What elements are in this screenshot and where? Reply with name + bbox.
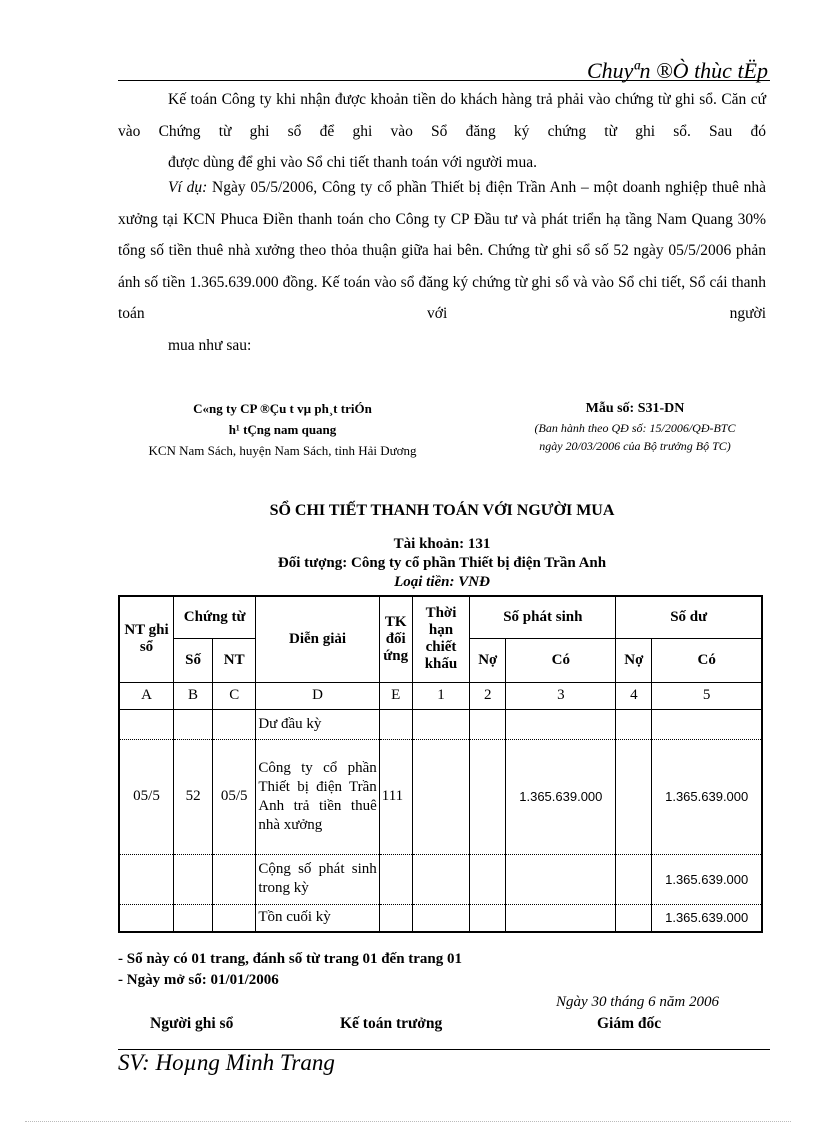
header-title: Chuyªn ®Ò thùc tËp bbox=[586, 58, 768, 83]
cell-tk: 111 bbox=[379, 739, 412, 854]
column-letter: D bbox=[256, 682, 379, 709]
cell-date bbox=[119, 854, 174, 904]
paragraph-2-line-1: Ngày 05/5/2006, Công ty cổ phần Thiết bị điện Trần Anh – một doanh bbox=[207, 179, 661, 196]
paragraph-1-line-3: được dùng để ghi vào Sổ chi tiết thanh toán với người mua. bbox=[168, 154, 537, 171]
column-letter: 2 bbox=[470, 682, 506, 709]
column-letter: C bbox=[213, 682, 256, 709]
header-no-du: Nợ bbox=[616, 638, 652, 682]
ledger-subject: Đối tượng: Công ty cổ phần Thiết bị điện Trần Anh bbox=[277, 555, 607, 571]
paragraph-2-line-5: toán vào sổ đăng ký chứng từ ghi sổ và vào Sổ chi tiết, Sổ cái thanh toán với người bbox=[118, 273, 766, 322]
note-open-date: - Ngày mở sổ: 01/01/2006 bbox=[118, 972, 279, 988]
cell-du-co: 1.365.639.000 bbox=[652, 739, 762, 854]
paragraph-2-line-2: nghiệp thuê nhà xưởng tại KCN Phuca Điền thanh toán cho Công ty CP Đầu tư và phát bbox=[118, 179, 767, 228]
cell-du-no bbox=[616, 904, 652, 932]
header-tk-doi-ung: TK đối ứng bbox=[379, 596, 412, 682]
table-row bbox=[119, 709, 762, 739]
cell-date: 05/5 bbox=[119, 739, 174, 854]
column-letter: 4 bbox=[616, 682, 652, 709]
cell-date bbox=[119, 709, 174, 739]
table-row bbox=[119, 904, 762, 932]
cell-term bbox=[412, 739, 470, 854]
column-letter: 1 bbox=[412, 682, 470, 709]
cell-du-no bbox=[616, 709, 652, 739]
company-address: KCN Nam Sách, huyện Nam Sách, tỉnh Hải Dương bbox=[148, 443, 417, 458]
cell-so bbox=[174, 709, 213, 739]
cell-description: Cộng số phát sinh trong kỳ bbox=[256, 854, 379, 904]
cell-description: Công ty cổ phần Thiết bị điện Trần Anh trả tiền thuê nhà xưởng bbox=[256, 739, 379, 854]
cell-term bbox=[412, 709, 470, 739]
header-chung-tu: Chứng từ bbox=[174, 596, 256, 638]
cell-nt: 05/5 bbox=[213, 739, 256, 854]
cell-date bbox=[119, 904, 174, 932]
header-co-du: Có bbox=[652, 638, 762, 682]
cell-ps-co bbox=[506, 904, 616, 932]
ledger-table bbox=[118, 595, 763, 933]
page-bottom-edge bbox=[25, 1121, 791, 1122]
note-pages: - Sổ này có 01 trang, đánh số từ trang 01 đến trang 01 bbox=[118, 951, 463, 967]
header-so-du: Số dư bbox=[616, 596, 762, 638]
signature-date: Ngày 30 tháng 6 năm 2006 bbox=[556, 994, 719, 1010]
cell-du-co: 1.365.639.000 bbox=[652, 854, 762, 904]
footer-author: SV: Hoµng Minh Trang bbox=[118, 1050, 335, 1075]
cell-so bbox=[174, 854, 213, 904]
cell-nt bbox=[213, 904, 256, 932]
cell-ps-co bbox=[506, 854, 616, 904]
company-name-line-2: h¹ tÇng nam quang bbox=[228, 422, 337, 437]
form-note-2: ngày 20/03/2006 của Bộ trưởng Bộ TC) bbox=[539, 439, 731, 453]
column-letter: 3 bbox=[506, 682, 616, 709]
ledger-account: Tài khoản: 131 bbox=[393, 536, 491, 552]
column-letter: E bbox=[379, 682, 412, 709]
form-code: Mẫu số: S31-DN bbox=[585, 401, 685, 416]
form-info-block bbox=[495, 398, 775, 455]
header-rule bbox=[118, 80, 770, 81]
header-no-phat-sinh: Nợ bbox=[470, 638, 506, 682]
paragraph-1-line-1: Kế toán Công ty khi nhận được khoản tiền do khách hàng trả phải vào chứng từ bbox=[168, 91, 671, 108]
signer-preparer: Người ghi sổ bbox=[150, 1015, 234, 1032]
cell-ps-no bbox=[470, 709, 506, 739]
cell-ps-no bbox=[470, 739, 506, 854]
cell-term bbox=[412, 904, 470, 932]
table-row bbox=[119, 854, 762, 904]
cell-ps-no bbox=[470, 854, 506, 904]
header-dien-giai: Diễn giải bbox=[256, 596, 379, 682]
paragraph-2-line-4: bên. Chứng từ ghi sổ số 52 ngày 05/5/2006 phản ánh số tiền 1.365.639.000 đồng. Kế bbox=[118, 242, 767, 291]
cell-tk bbox=[379, 854, 412, 904]
table-row bbox=[119, 739, 762, 854]
paragraph-2 bbox=[118, 172, 766, 361]
cell-du-co: 1.365.639.000 bbox=[652, 904, 762, 932]
cell-nt bbox=[213, 709, 256, 739]
cell-ps-co: 1.365.639.000 bbox=[506, 739, 616, 854]
cell-so: 52 bbox=[174, 739, 213, 854]
cell-ps-no bbox=[470, 904, 506, 932]
column-letter: A bbox=[119, 682, 174, 709]
paragraph-2-line-3: triển hạ tầng Nam Quang 30% tổng số tiền thuê nhà xưởng theo thỏa thuận giữa hai bbox=[118, 210, 766, 259]
ledger-currency: Loại tiền: VNĐ bbox=[394, 574, 490, 590]
cell-description: Dư đầu kỳ bbox=[256, 709, 379, 739]
header-so: Số bbox=[174, 638, 213, 682]
header-so-phat-sinh: Số phát sinh bbox=[470, 596, 616, 638]
header-thoi-han: Thời hạn chiết khấu bbox=[412, 596, 470, 682]
cell-du-co bbox=[652, 709, 762, 739]
header-nt: NT bbox=[213, 638, 256, 682]
column-letter-row bbox=[119, 682, 762, 709]
cell-ps-co bbox=[506, 709, 616, 739]
signer-chief-accountant: Kế toán trưởng bbox=[340, 1015, 443, 1032]
cell-du-no bbox=[616, 854, 652, 904]
example-label: Ví dụ: bbox=[168, 179, 208, 196]
company-name-line-1: C«ng ty CP ®Çu t vµ ph¸t triÓn bbox=[193, 401, 372, 416]
paragraph-1 bbox=[118, 84, 766, 179]
column-letter: B bbox=[174, 682, 213, 709]
header-co-phat-sinh: Có bbox=[506, 638, 616, 682]
cell-tk bbox=[379, 709, 412, 739]
signer-director: Giám đốc bbox=[597, 1015, 662, 1032]
company-block bbox=[100, 398, 465, 461]
header-nt-ghi-so: NT ghi sổ bbox=[119, 596, 174, 682]
paragraph-1-line-2: ghi sổ. Căn cứ vào Chứng từ ghi sổ để ghi vào Sổ đăng ký chứng từ ghi sổ. Sau đó bbox=[118, 91, 767, 140]
cell-du-no bbox=[616, 739, 652, 854]
form-note-1: (Ban hành theo QĐ số: 15/2006/QĐ-BTC bbox=[534, 421, 736, 435]
paragraph-2-line-6: mua như sau: bbox=[168, 336, 252, 354]
cell-so bbox=[174, 904, 213, 932]
cell-term bbox=[412, 854, 470, 904]
ledger-title: SỔ CHI TIẾT THANH TOÁN VỚI NGƯỜI MUA bbox=[269, 502, 615, 519]
cell-nt bbox=[213, 854, 256, 904]
cell-tk bbox=[379, 904, 412, 932]
cell-description: Tồn cuối kỳ bbox=[256, 904, 379, 932]
column-letter: 5 bbox=[652, 682, 762, 709]
